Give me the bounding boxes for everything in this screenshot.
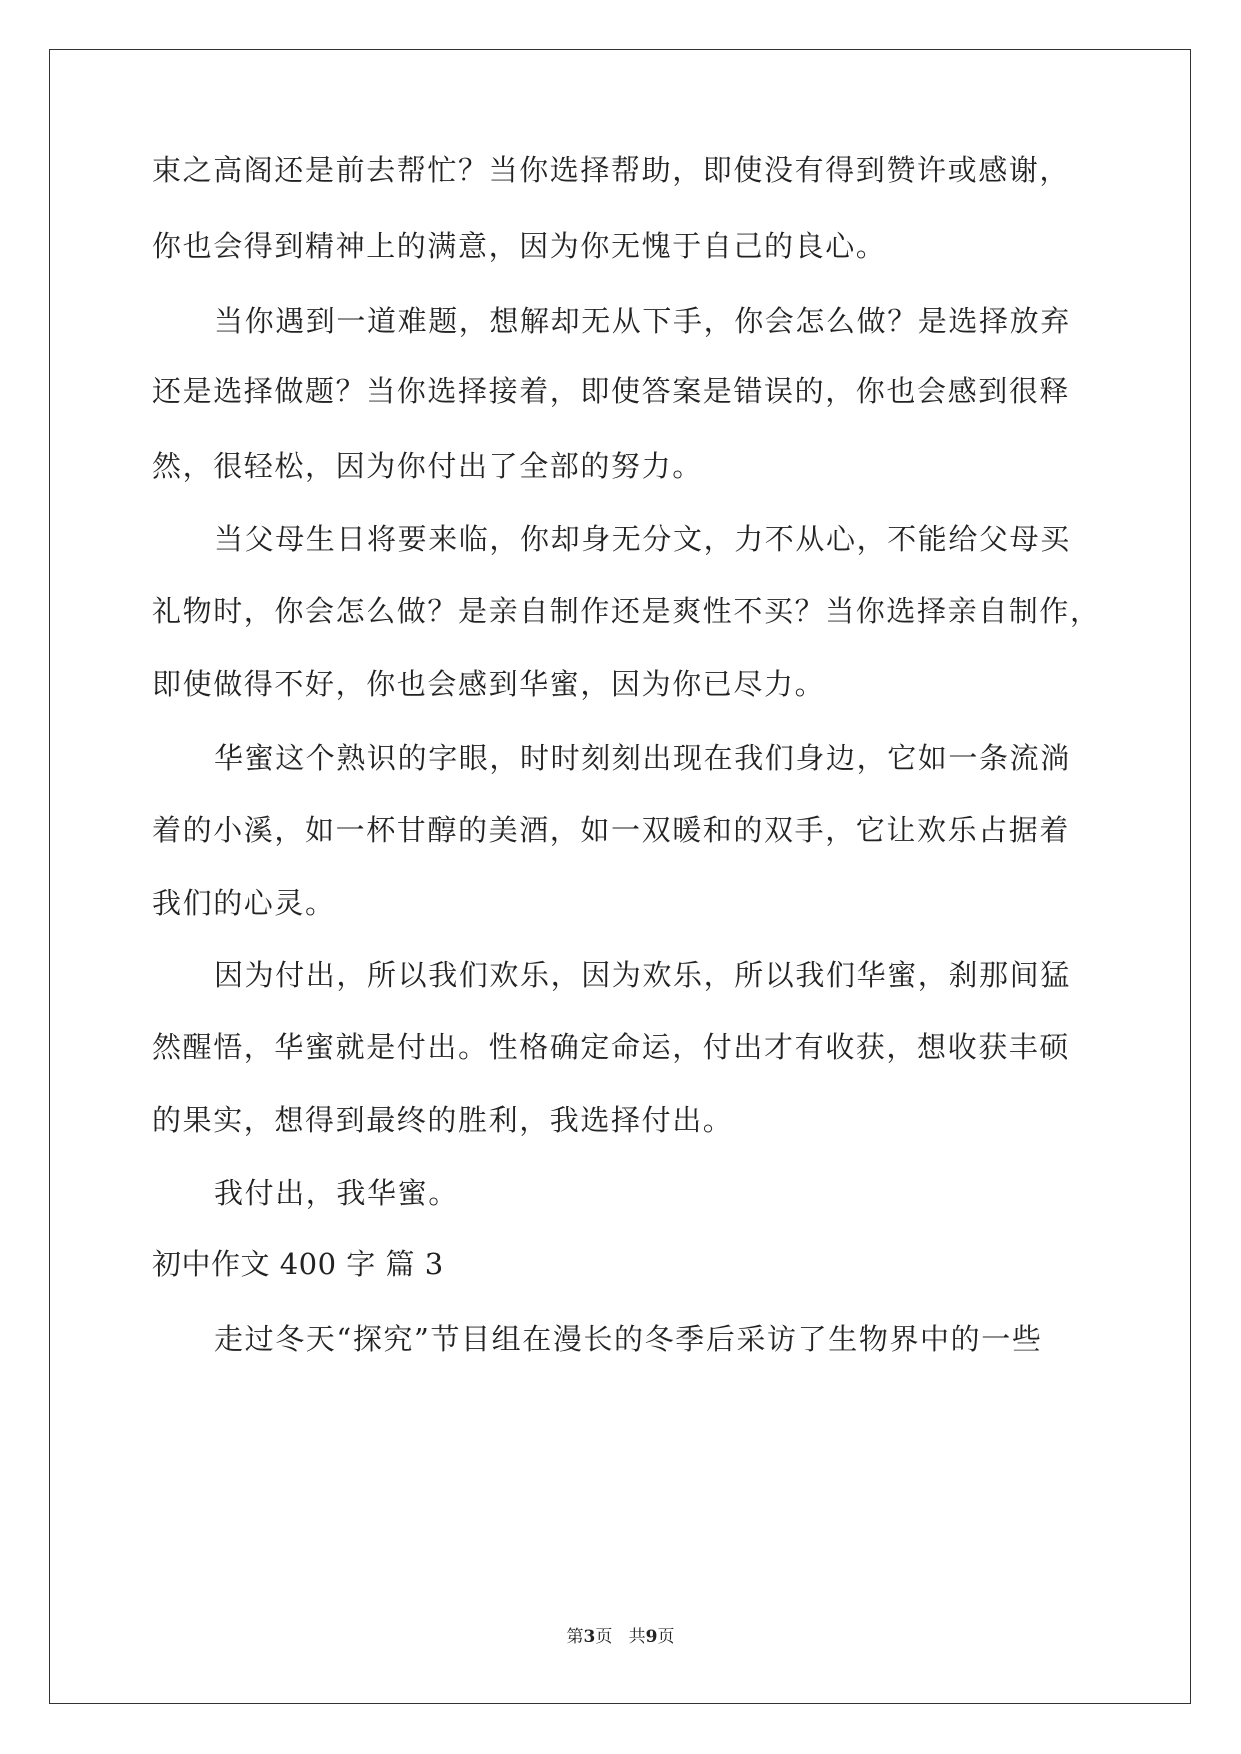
paragraph-start-line: 我付出，我华蜜。 [214, 1176, 459, 1210]
total-suffix: 页 [657, 1627, 675, 1647]
paragraph-start-line: 走过冬天“探究”节目组在漫长的冬季后采访了生物界中的一些 [214, 1322, 1043, 1356]
text-line: 礼物时，你会怎么做？是亲自制作还是爽性不买？当你选择亲自制作， [152, 594, 1101, 628]
text-line: 着的小溪，如一杯甘醇的美酒，如一双暖和的双手，它让欢乐占据着 [152, 813, 1071, 847]
text-line: 然醒悟，华蜜就是付出。性格确定命运，付出才有收获，想收获丰硕 [152, 1030, 1071, 1064]
page-prefix: 第 [566, 1627, 584, 1647]
text-line: 束之高阁还是前去帮忙？当你选择帮助，即使没有得到赞许或感谢， [152, 153, 1071, 187]
total-prefix: 共 [628, 1627, 646, 1647]
current-page-number: 3 [583, 1627, 596, 1647]
text-line: 的果实，想得到最终的胜利，我选择付出。 [152, 1103, 734, 1137]
text-line: 我们的心灵。 [152, 886, 336, 920]
page-border [49, 49, 1191, 1704]
text-line: 即使做得不好，你也会感到华蜜，因为你已尽力。 [152, 667, 826, 701]
page-footer [0, 1625, 1241, 1649]
paragraph-start-line: 华蜜这个熟识的字眼，时时刻刻出现在我们身边，它如一条流淌 [214, 741, 1071, 775]
paragraph-start-line: 当父母生日将要来临，你却身无分文，力不从心，不能给父母买 [214, 522, 1071, 556]
text-line: 然，很轻松，因为你付出了全部的努力。 [152, 449, 703, 483]
text-line: 还是选择做题？当你选择接着，即使答案是错误的，你也会感到很释 [152, 374, 1071, 408]
text-line: 你也会得到精神上的满意，因为你无愧于自己的良心。 [152, 229, 887, 263]
section-heading: 初中作文 400 字 篇 3 [152, 1247, 444, 1281]
page-suffix: 页 [595, 1627, 613, 1647]
paragraph-start-line: 因为付出，所以我们欢乐，因为欢乐，所以我们华蜜，刹那间猛 [214, 958, 1071, 992]
paragraph-start-line: 当你遇到一道难题，想解却无从下手，你会怎么做？是选择放弃 [214, 304, 1071, 338]
total-pages-number: 9 [645, 1627, 658, 1647]
